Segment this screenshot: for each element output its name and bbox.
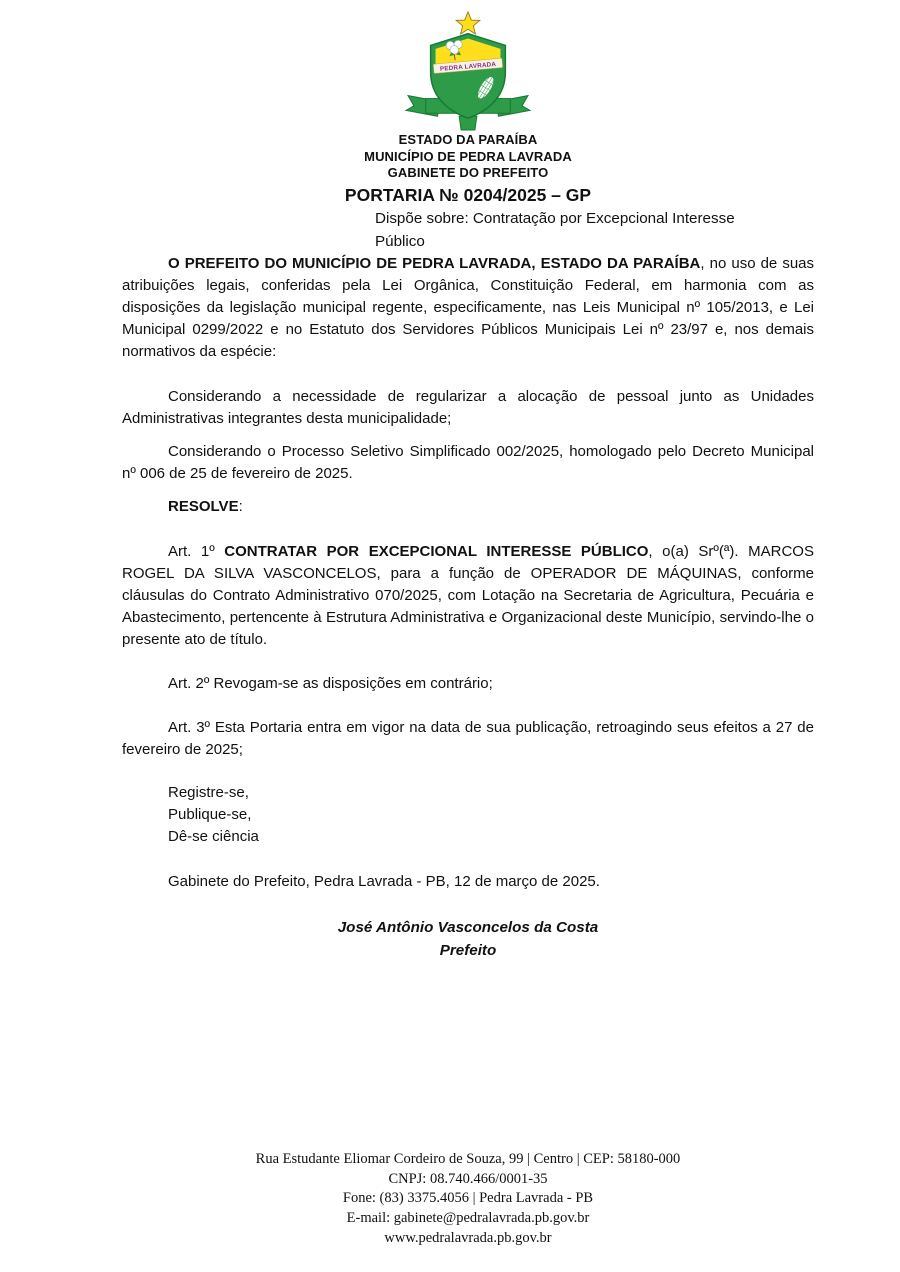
star-icon (456, 12, 480, 34)
signature-role: Prefeito (439, 941, 497, 959)
banner-text: PEDRA LAVRADA (439, 60, 497, 73)
considerando-1-paragraph: Considerando a necessidade de regularizar a alocação de pessoal junto as Unidades Administrativas integrantes desta municipalidade; (122, 387, 814, 427)
footer-cnpj-line: CNPJ: 08.740.466/0001-35 (388, 1170, 548, 1187)
signature-block (122, 916, 814, 962)
signature-name: José Antônio Vasconcelos da Costa (337, 918, 599, 936)
coat-of-arms-svg (393, 10, 543, 132)
footer-website-line: www.pedralavrada.pb.gov.br (384, 1229, 552, 1246)
article-1-paragraph (122, 541, 814, 651)
resolve-word: RESOLVE (168, 497, 239, 515)
subject-caption: Dispõe sobre: Contratação por Excepcional Interesse Público (375, 209, 735, 250)
article-1-prefix: Art. 1º (168, 542, 225, 560)
office-name: GABINETE DO PREFEITO (387, 165, 549, 180)
document-content (122, 0, 815, 1246)
preamble-paragraph (122, 253, 814, 363)
closing-formulas (168, 782, 814, 848)
municipal-coat-of-arms-icon (122, 10, 814, 132)
state-name: ESTADO DA PARAÍBA (398, 132, 538, 147)
article-2-paragraph: Art. 2º Revogam-se as disposições em contrário; (168, 674, 493, 692)
footer-phone-line: Fone: (83) 3375.4056 | Pedra Lavrada - PB (342, 1190, 594, 1207)
closing-line: Publique-se, (168, 805, 252, 823)
footer-email-line: E-mail: gabinete@pedralavrada.pb.gov.br (346, 1210, 590, 1227)
preamble-rest-text: , no uso de suas atribuições legais, conferidas pela Lei Orgânica, Constituição Federal, em harmonia com as disposições da legislação municipal regente, especificamente, nas Leis Municipal nº 105/2013, e Lei Municipal 0299/2022 e no Estatuto dos Servidores Públicos Municipais Lei nº 23/97 e, nos demais normativos da espécie: (122, 254, 815, 360)
preamble-bold-text: O PREFEITO DO MUNICÍPIO DE PEDRA LAVRADA, ESTADO DA PARAÍBA (168, 254, 701, 272)
article-3-paragraph: Art. 3º Esta Portaria entra em vigor na data de sua publicação, retroagindo seus efeitos a 27 de fevereiro de 2025; (122, 718, 814, 758)
municipality-name: MUNICÍPIO DE PEDRA LAVRADA (364, 148, 572, 164)
place-date-line: Gabinete do Prefeito, Pedra Lavrada - PB, 12 de março de 2025. (168, 872, 600, 890)
closing-line: Dê-se ciência (168, 827, 259, 845)
portaria-title: PORTARIA № 0204/2025 – GP (344, 184, 592, 205)
resolve-line (122, 496, 814, 518)
article-1-rest-text: , o(a) Srº(ª). MARCOS ROGEL DA SILVA VASCONCELOS, para a função de OPERADOR DE MÁQUINAS, conforme cláusulas do Contrato Administrativo 070/2025, com Lotação na Secretaria de Agricultura, Pecuária e Abastecimento, pertencente à Estrutura Administrativa e Organizacional deste Município, servindo-lhe o presente ato de título. (122, 542, 814, 648)
article-1-bold-text: CONTRATAR POR EXCEPCIONAL INTERESSE PÚBLICO (224, 542, 649, 560)
closing-line: Registre-se, (168, 783, 249, 801)
resolve-colon: : (238, 497, 243, 515)
footer-address-line: Rua Estudante Eliomar Cordeiro de Souza, 99 | Centro | CEP: 58180-000 (255, 1151, 681, 1167)
letterhead-footer (122, 1150, 814, 1249)
considerando-2-paragraph: Considerando o Processo Seletivo Simplificado 002/2025, homologado pelo Decreto Municipal nº 006 de 25 de fevereiro de 2025. (122, 442, 814, 482)
